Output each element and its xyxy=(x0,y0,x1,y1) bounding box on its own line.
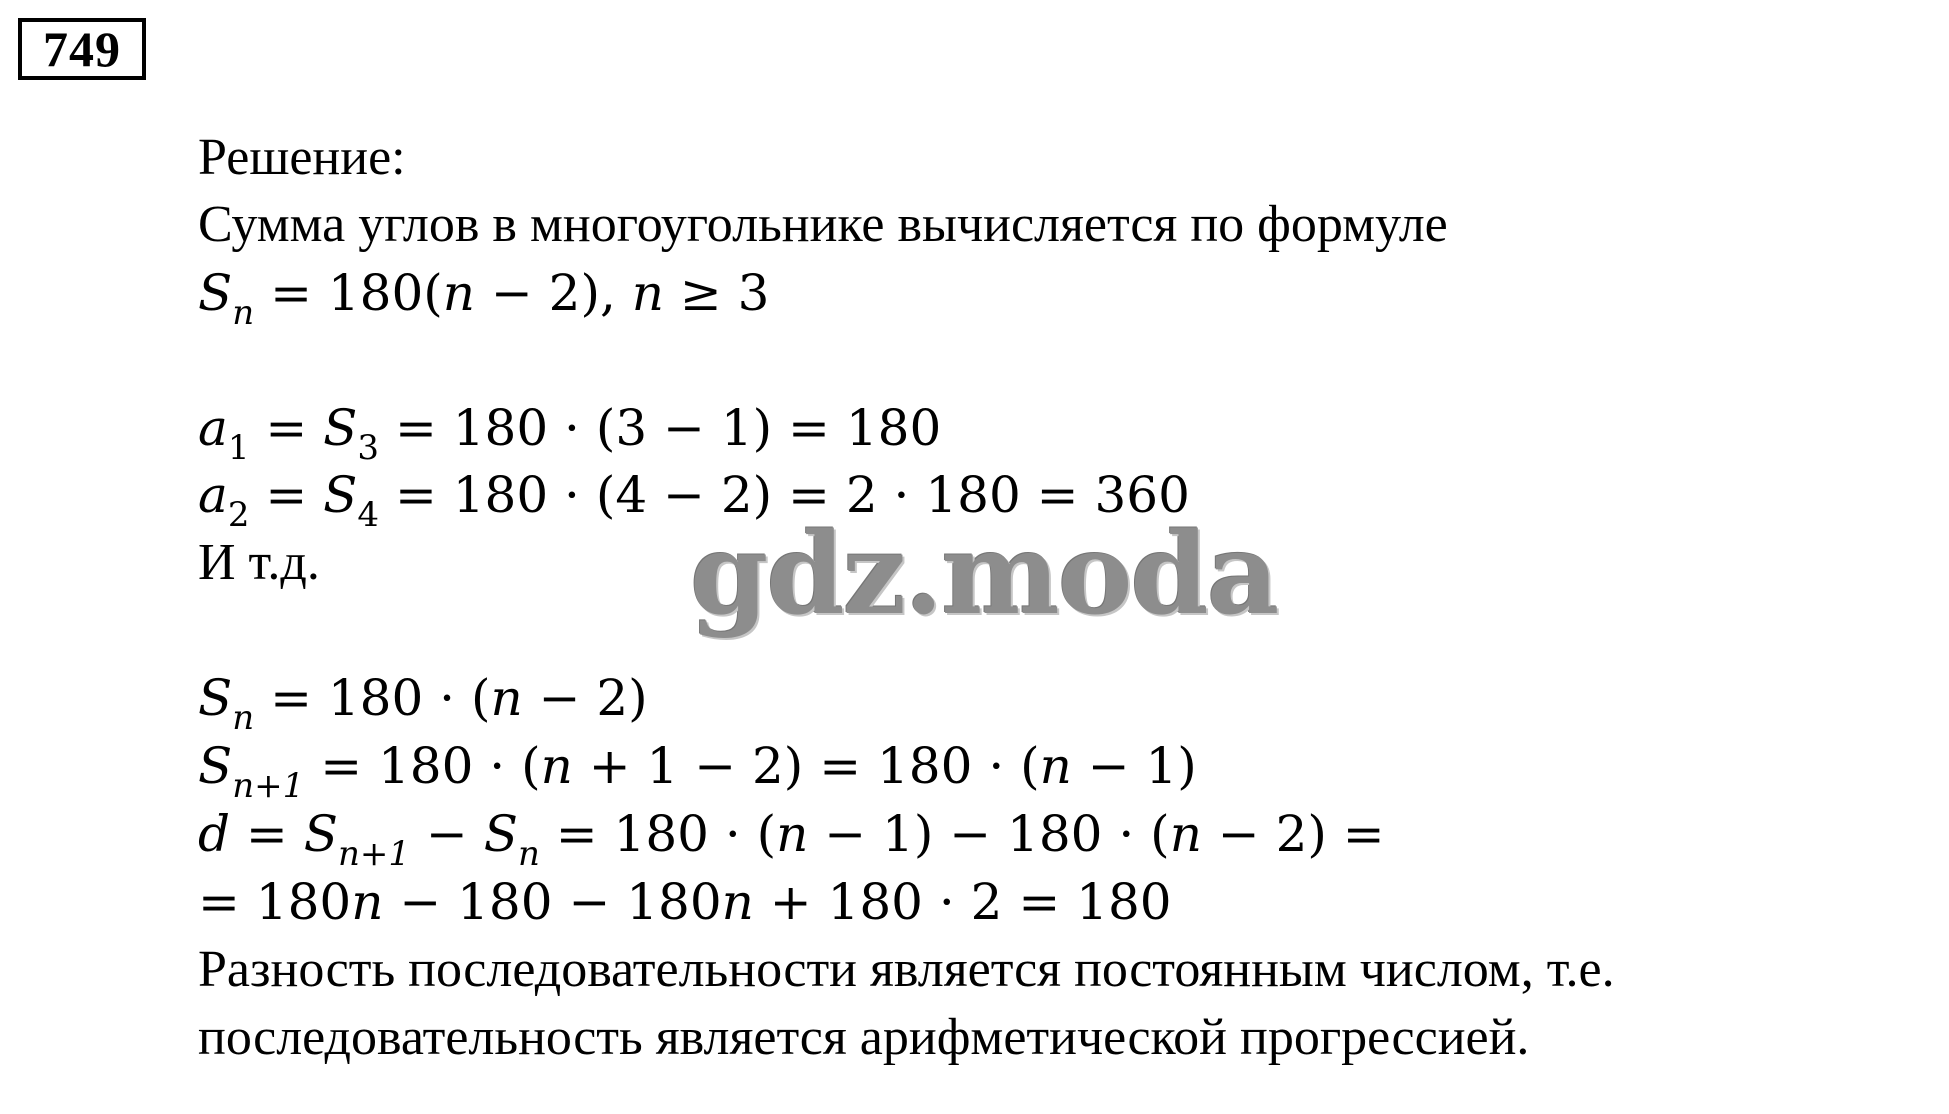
formula-sum-of-angles xyxy=(198,263,770,333)
equation-rest: = 180 xyxy=(198,873,352,931)
etc-text: И т.д. xyxy=(198,534,320,591)
sub-2: 2 xyxy=(227,495,250,535)
sub-n: n xyxy=(232,698,255,738)
equation-rest: = 180 · (4 − 2) = 2 · 180 = 360 xyxy=(379,466,1190,524)
var-a: a xyxy=(198,466,228,524)
equation-rest: = 180 · ( xyxy=(539,805,777,863)
intro-text: Сумма углов в многоугольнике вычисляется по формуле xyxy=(198,196,1448,253)
eq-sign: = xyxy=(230,805,304,863)
sub-n-plus-1: n+1 xyxy=(337,834,410,874)
d-equation xyxy=(198,804,1385,874)
continuation-equation xyxy=(198,872,1172,932)
sub-1: 1 xyxy=(227,428,250,468)
var-n: n xyxy=(721,873,754,931)
equation-rest: − 2) xyxy=(522,669,648,727)
equation-rest: − 1) − 180 · ( xyxy=(808,805,1170,863)
var-s: S xyxy=(198,669,233,727)
equation-rest: + 1 − 2) = 180 · ( xyxy=(572,737,1040,795)
sub-n: n xyxy=(232,293,255,333)
equation-rest: + 180 · 2 = 180 xyxy=(753,873,1172,931)
var-s: S xyxy=(198,737,233,795)
var-s: S xyxy=(483,805,518,863)
var-d: d xyxy=(198,805,231,863)
sub-n: n xyxy=(517,834,540,874)
conclusion-line-2: последовательность является арифметической прогрессией. xyxy=(198,1009,1530,1066)
conclusion-line-1: Разность последовательности является постоянным числом, т.е. xyxy=(198,941,1615,998)
eq-sign: = xyxy=(249,466,324,524)
solution-label: Решение: xyxy=(198,129,406,186)
var-n: n xyxy=(351,873,384,931)
eq-sign: = xyxy=(249,399,324,457)
equation-rest: = 180 · ( xyxy=(304,737,541,795)
var-s: S xyxy=(198,264,233,322)
sub-n-plus-1: n+1 xyxy=(232,766,305,806)
var-n: n xyxy=(442,264,475,322)
var-n: n xyxy=(490,669,523,727)
formula-part: = 180( xyxy=(254,264,443,322)
var-n: n xyxy=(1039,737,1072,795)
formula-part: − 2), xyxy=(475,264,632,322)
a1-equation xyxy=(198,398,942,468)
minus-sign: − xyxy=(410,805,484,863)
var-s: S xyxy=(323,466,358,524)
formula-part: ≥ 3 xyxy=(664,264,770,322)
problem-number: 749 xyxy=(18,18,146,80)
sub-4: 4 xyxy=(357,495,380,535)
equation-rest: = 180 · (3 − 1) = 180 xyxy=(379,399,942,457)
equation-rest: − 1) xyxy=(1071,737,1197,795)
sn-equation xyxy=(198,668,648,738)
var-n: n xyxy=(1169,805,1202,863)
equation-rest: − 180 − 180 xyxy=(383,873,722,931)
equation-rest: − 2) = xyxy=(1201,805,1385,863)
var-s: S xyxy=(303,805,338,863)
sn1-equation xyxy=(198,736,1197,806)
sub-3: 3 xyxy=(357,428,380,468)
var-s: S xyxy=(323,399,358,457)
var-n: n xyxy=(776,805,809,863)
watermark-logo: gdz.moda xyxy=(690,509,1278,640)
equation-rest: = 180 · ( xyxy=(254,669,491,727)
var-n: n xyxy=(540,737,573,795)
var-n: n xyxy=(631,264,664,322)
var-a: a xyxy=(198,399,228,457)
